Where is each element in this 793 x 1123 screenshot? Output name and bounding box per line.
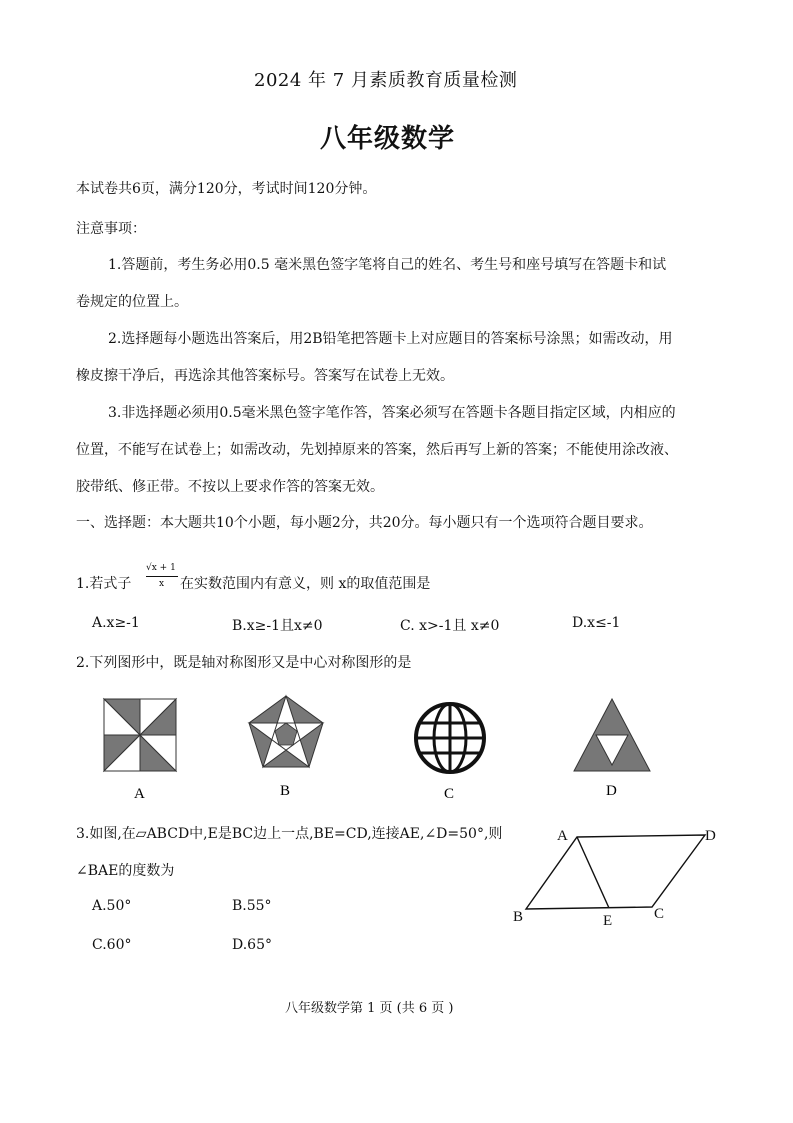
notes-heading: 注意事项：	[76, 221, 146, 237]
q3-stem-line-1: 3.如图,在▱ABCD中,E是BC边上一点,BE=CD,连接AE,∠D=50°,则	[76, 826, 503, 842]
segment-ae	[577, 837, 609, 908]
q1-option-b: B.x≥-1且x≠0	[232, 618, 323, 634]
parallelogram-abcd	[526, 835, 705, 909]
q1-suffix: 在实数范围内有意义，则 x的取值范围是	[180, 576, 431, 592]
q1-fraction-denominator: x	[159, 579, 165, 589]
figure-label-d: D	[606, 783, 617, 799]
q3-option-b: B.55°	[232, 898, 272, 914]
point-label-a: A	[557, 828, 568, 844]
note-2-line-1: 2.选择题每小题选出答案后，用2B铅笔把答题卡上对应题目的答案标号涂黑；如需改动，用	[108, 331, 673, 347]
note-3-line-3: 胶带纸、修正带。不按以上要求作答的答案无效。	[76, 479, 384, 495]
subject-title: 八年级数学	[320, 124, 456, 154]
q1-option-a: A.x≥-1	[92, 615, 140, 631]
figure-label-a: A	[134, 786, 145, 802]
q1-option-d: D.x≤-1	[572, 615, 621, 631]
exam-intro: 本试卷共6页，满分120分，考试时间120分钟。	[76, 181, 377, 197]
point-label-d: D	[705, 828, 716, 844]
point-label-c: C	[654, 906, 665, 922]
figure-label-b: B	[280, 783, 291, 799]
q2-stem: 2.下列图形中，既是轴对称图形又是中心对称图形的是	[76, 655, 412, 671]
q3-option-d: D.65°	[232, 937, 272, 953]
point-label-e: E	[603, 913, 613, 929]
note-3-line-2: 位置，不能写在试卷上；如需改动，先划掉原来的答案，然后再写上新的答案；不能使用涂改液、	[76, 442, 678, 458]
q1-option-c: C. x>-1且 x≠0	[400, 618, 500, 634]
note-1-line-2: 卷规定的位置上。	[76, 294, 188, 310]
section-1-heading: 一、选择题：本大题共10个小题，每小题2分，共20分。每小题只有一个选项符合题目要求。	[76, 515, 653, 531]
pentagon-star-figure	[249, 696, 323, 767]
figure-label-c: C	[444, 786, 455, 802]
note-2-line-2: 橡皮擦干净后，再选涂其他答案标号。答案写在试卷上无效。	[76, 368, 454, 384]
q1-fraction-bar	[146, 576, 178, 577]
triangle-figure	[574, 699, 650, 771]
q3-option-a: A.50°	[92, 898, 132, 914]
q1-fraction-numerator: √x + 1	[146, 563, 176, 573]
pinwheel-figure	[104, 699, 176, 771]
q1-prefix: 1.若式子	[76, 576, 132, 592]
point-label-b: B	[513, 909, 524, 925]
exam-title: 2024 年 7 月素质教育质量检测	[254, 70, 518, 91]
page-footer: 八年级数学第 1 页 (共 6 页 )	[285, 1001, 454, 1016]
note-1-line-1: 1.答题前，考生务必用0.5 毫米黑色签字笔将自己的姓名、考生号和座号填写在答题卡和试	[108, 257, 667, 273]
globe-figure	[416, 704, 484, 772]
parallelogram-diagram	[500, 815, 740, 935]
q3-option-c: C.60°	[92, 937, 132, 953]
note-3-line-1: 3.非选择题必须用0.5毫米黑色签字笔作答，答案必须写在答题卡各题目指定区域，内相应的	[108, 405, 676, 421]
q2-figures	[0, 680, 793, 810]
q3-stem-line-2: ∠BAE的度数为	[76, 863, 175, 879]
